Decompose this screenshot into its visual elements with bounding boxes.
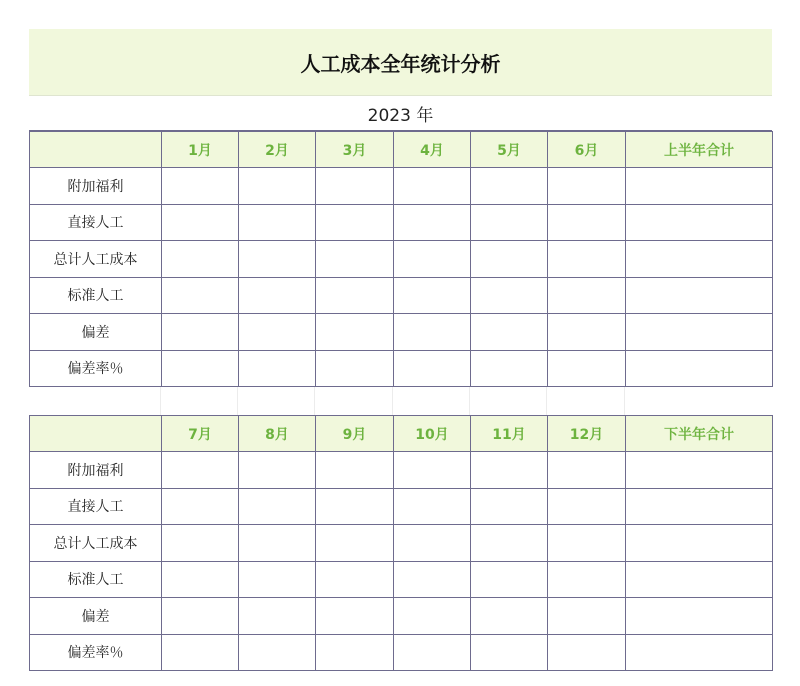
table-row bbox=[30, 350, 773, 387]
data-cell[interactable] bbox=[471, 241, 548, 278]
data-cell[interactable] bbox=[162, 598, 239, 635]
data-cell[interactable] bbox=[316, 350, 394, 387]
data-cell[interactable] bbox=[548, 525, 626, 562]
row-label-cell[interactable]: 偏差率％ bbox=[30, 634, 162, 671]
data-cell[interactable] bbox=[626, 488, 773, 525]
column-header-cell[interactable]: 下半年合计 bbox=[626, 416, 773, 452]
row-label-cell[interactable]: 偏差 bbox=[30, 598, 162, 635]
data-cell[interactable] bbox=[162, 168, 239, 205]
data-cell[interactable] bbox=[394, 452, 471, 489]
data-cell[interactable] bbox=[548, 634, 626, 671]
row-label-cell[interactable]: 直接人工 bbox=[30, 488, 162, 525]
data-cell[interactable] bbox=[626, 452, 773, 489]
spreadsheet bbox=[29, 29, 772, 671]
row-label-cell[interactable]: 偏差率％ bbox=[30, 350, 162, 387]
data-cell[interactable] bbox=[471, 598, 548, 635]
column-header-cell[interactable]: 8月 bbox=[239, 416, 316, 452]
data-cell[interactable] bbox=[548, 241, 626, 278]
header-corner-cell[interactable] bbox=[30, 416, 162, 452]
data-cell[interactable] bbox=[316, 314, 394, 351]
data-cell[interactable] bbox=[239, 561, 316, 598]
data-cell[interactable] bbox=[548, 452, 626, 489]
data-cell[interactable] bbox=[471, 488, 548, 525]
table-row bbox=[30, 241, 773, 278]
row-label-cell[interactable]: 总计人工成本 bbox=[30, 241, 162, 278]
data-cell[interactable] bbox=[162, 314, 239, 351]
table-row bbox=[30, 277, 773, 314]
table-row bbox=[30, 598, 773, 635]
data-cell[interactable] bbox=[239, 598, 316, 635]
data-cell[interactable] bbox=[316, 452, 394, 489]
data-cell[interactable] bbox=[162, 634, 239, 671]
row-label-cell[interactable]: 附加福利 bbox=[30, 168, 162, 205]
data-cell[interactable] bbox=[394, 561, 471, 598]
data-cell[interactable] bbox=[316, 241, 394, 278]
second-half-table bbox=[29, 415, 773, 671]
data-cell[interactable] bbox=[548, 204, 626, 241]
sheet-title: 人工成本全年统计分析 bbox=[300, 51, 501, 76]
year-label: 2023 年 bbox=[367, 105, 434, 126]
data-cell[interactable] bbox=[239, 525, 316, 562]
table-row bbox=[30, 314, 773, 351]
data-cell[interactable] bbox=[626, 241, 773, 278]
data-cell[interactable] bbox=[626, 634, 773, 671]
column-header-cell[interactable]: 7月 bbox=[162, 416, 239, 452]
data-cell[interactable] bbox=[316, 634, 394, 671]
data-cell[interactable] bbox=[626, 168, 773, 205]
column-header-cell[interactable]: 11月 bbox=[471, 416, 548, 452]
data-cell[interactable] bbox=[471, 277, 548, 314]
sheet-title-cell[interactable] bbox=[29, 29, 772, 96]
header-corner-cell[interactable] bbox=[30, 132, 162, 168]
header-row bbox=[30, 416, 773, 452]
data-cell[interactable] bbox=[394, 241, 471, 278]
data-cell[interactable] bbox=[626, 598, 773, 635]
row-label-cell[interactable]: 总计人工成本 bbox=[30, 525, 162, 562]
data-cell[interactable] bbox=[394, 204, 471, 241]
data-cell[interactable] bbox=[239, 241, 316, 278]
data-cell[interactable] bbox=[394, 525, 471, 562]
year-cell[interactable] bbox=[29, 96, 772, 131]
data-cell[interactable] bbox=[316, 204, 394, 241]
column-header-cell[interactable]: 3月 bbox=[316, 132, 394, 168]
data-cell[interactable] bbox=[316, 488, 394, 525]
data-cell[interactable] bbox=[548, 168, 626, 205]
data-cell[interactable] bbox=[162, 561, 239, 598]
data-cell[interactable] bbox=[394, 634, 471, 671]
row-label-cell[interactable]: 标准人工 bbox=[30, 277, 162, 314]
data-cell[interactable] bbox=[548, 314, 626, 351]
data-cell[interactable] bbox=[316, 561, 394, 598]
column-header-cell[interactable]: 4月 bbox=[394, 132, 471, 168]
data-cell[interactable] bbox=[239, 204, 316, 241]
data-cell[interactable] bbox=[548, 277, 626, 314]
data-cell[interactable] bbox=[316, 598, 394, 635]
data-cell[interactable] bbox=[548, 598, 626, 635]
data-cell[interactable] bbox=[162, 204, 239, 241]
data-cell[interactable] bbox=[471, 634, 548, 671]
table-row bbox=[30, 488, 773, 525]
data-cell[interactable] bbox=[626, 314, 773, 351]
data-cell[interactable] bbox=[162, 488, 239, 525]
data-cell[interactable] bbox=[162, 452, 239, 489]
data-cell[interactable] bbox=[471, 350, 548, 387]
row-label-cell[interactable]: 偏差 bbox=[30, 314, 162, 351]
data-cell[interactable] bbox=[162, 277, 239, 314]
table-row bbox=[30, 204, 773, 241]
table-row bbox=[30, 168, 773, 205]
data-cell[interactable] bbox=[626, 204, 773, 241]
data-cell[interactable] bbox=[394, 168, 471, 205]
data-cell[interactable] bbox=[394, 350, 471, 387]
data-cell[interactable] bbox=[162, 525, 239, 562]
table-row bbox=[30, 525, 773, 562]
column-header-cell[interactable]: 6月 bbox=[548, 132, 626, 168]
data-cell[interactable] bbox=[548, 488, 626, 525]
data-cell[interactable] bbox=[394, 314, 471, 351]
data-cell[interactable] bbox=[394, 277, 471, 314]
column-header-cell[interactable]: 1月 bbox=[162, 132, 239, 168]
data-cell[interactable] bbox=[626, 350, 773, 387]
column-header-cell[interactable]: 9月 bbox=[316, 416, 394, 452]
data-cell[interactable] bbox=[548, 561, 626, 598]
data-cell[interactable] bbox=[471, 452, 548, 489]
data-cell[interactable] bbox=[239, 168, 316, 205]
data-cell[interactable] bbox=[626, 525, 773, 562]
data-cell[interactable] bbox=[471, 204, 548, 241]
column-header-cell[interactable]: 5月 bbox=[471, 132, 548, 168]
row-label-cell[interactable]: 标准人工 bbox=[30, 561, 162, 598]
data-cell[interactable] bbox=[548, 350, 626, 387]
data-cell[interactable] bbox=[471, 561, 548, 598]
column-header-cell[interactable]: 上半年合计 bbox=[626, 132, 773, 168]
data-cell[interactable] bbox=[316, 277, 394, 314]
header-row bbox=[30, 132, 773, 168]
data-cell[interactable] bbox=[471, 168, 548, 205]
data-cell[interactable] bbox=[239, 634, 316, 671]
column-header-cell[interactable]: 2月 bbox=[239, 132, 316, 168]
data-cell[interactable] bbox=[239, 488, 316, 525]
data-cell[interactable] bbox=[239, 277, 316, 314]
data-cell[interactable] bbox=[239, 350, 316, 387]
data-cell[interactable] bbox=[626, 561, 773, 598]
data-cell[interactable] bbox=[162, 241, 239, 278]
row-label-cell[interactable]: 直接人工 bbox=[30, 204, 162, 241]
data-cell[interactable] bbox=[394, 598, 471, 635]
data-cell[interactable] bbox=[162, 350, 239, 387]
spacer-row bbox=[29, 387, 772, 415]
data-cell[interactable] bbox=[394, 488, 471, 525]
column-header-cell[interactable]: 10月 bbox=[394, 416, 471, 452]
row-label-cell[interactable]: 附加福利 bbox=[30, 452, 162, 489]
first-half-table bbox=[29, 131, 773, 387]
data-cell[interactable] bbox=[239, 314, 316, 351]
column-header-cell[interactable]: 12月 bbox=[548, 416, 626, 452]
data-cell[interactable] bbox=[471, 525, 548, 562]
data-cell[interactable] bbox=[239, 452, 316, 489]
data-cell[interactable] bbox=[316, 525, 394, 562]
data-cell[interactable] bbox=[316, 168, 394, 205]
data-cell[interactable] bbox=[471, 314, 548, 351]
data-cell[interactable] bbox=[626, 277, 773, 314]
table-row bbox=[30, 561, 773, 598]
table-row bbox=[30, 452, 773, 489]
table-row bbox=[30, 634, 773, 671]
